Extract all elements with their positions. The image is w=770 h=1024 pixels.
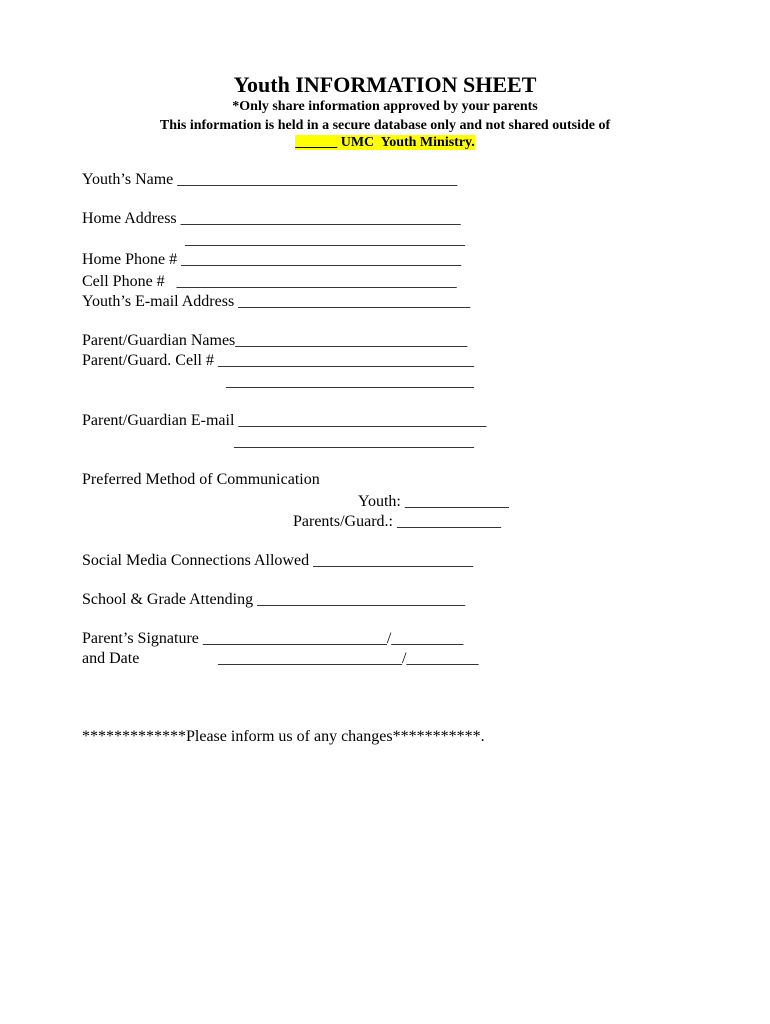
preferred-method-heading: Preferred Method of Communication (82, 471, 320, 488)
privacy-note: This information is held in a secure database only and not shared outside of (159, 118, 611, 133)
parent-signature-field: Parent’s Signature _______________________/_________ (82, 630, 464, 647)
and-date-label: and Date (82, 650, 140, 667)
parent-cell-field: Parent/Guard. Cell # ________________________________ (82, 352, 474, 369)
youth-name-field: Youth’s Name ___________________________________ (82, 171, 458, 188)
social-media-field: Social Media Connections Allowed ____________________ (82, 552, 474, 569)
parent-email-line2: ______________________________ (234, 433, 474, 450)
ministry-note-wrapper (0, 134, 770, 151)
date-line: _______________________/_________ (218, 650, 479, 667)
home-address-field: Home Address ___________________________________ (82, 210, 461, 227)
home-address-line2: ___________________________________ (185, 231, 465, 248)
school-grade-field: School & Grade Attending __________________________ (82, 591, 466, 608)
parent-names-field: Parent/Guardian Names_____________________________ (82, 332, 468, 349)
changes-notice: *************Please inform us of any changes***********. (82, 728, 485, 745)
cell-phone-field: Cell Phone # ___________________________________ (82, 273, 457, 290)
youth-email-field: Youth’s E-mail Address _____________________________ (82, 293, 471, 310)
document-title: Youth INFORMATION SHEET (233, 72, 537, 97)
parent-email-field: Parent/Guardian E-mail _______________________________ (82, 412, 487, 429)
ministry-note: ______ UMC Youth Ministry. (295, 135, 475, 150)
parent-cell-line2: _______________________________ (226, 373, 474, 390)
parent-approval-note: *Only share information approved by your parents (232, 99, 538, 114)
home-phone-field: Home Phone # ___________________________________ (82, 251, 462, 268)
pref-parents-field: Parents/Guard.: _____________ (293, 513, 501, 530)
pref-youth-field: Youth: _____________ (358, 493, 509, 510)
